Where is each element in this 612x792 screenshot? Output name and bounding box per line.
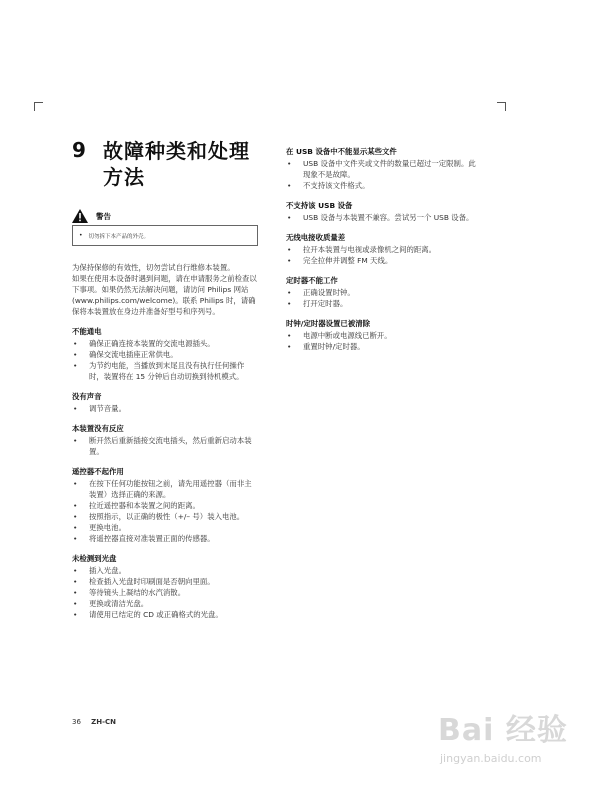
- list-item: • 电源中断或电源线已断开。: [286, 330, 476, 341]
- list-item: • 打开定时器。: [286, 298, 476, 309]
- list-item: • 按照指示，以正确的极性（+/– 号）装入电池。: [72, 511, 258, 522]
- list-item: • 确保交流电插座正常供电。: [72, 349, 258, 360]
- section-title: 不支持该 USB 设备: [286, 201, 353, 210]
- section-no-sound: [72, 391, 258, 414]
- list-item: • 将遥控器直接对准装置正面的传感器。: [72, 533, 258, 544]
- section-title: 不能通电: [72, 327, 102, 336]
- section-title: 本装置没有反应: [72, 424, 124, 433]
- section-title: 没有声音: [72, 392, 102, 401]
- language-code: ZH-CN: [91, 718, 116, 726]
- crop-mark-top-left-v: [34, 102, 35, 111]
- list-item: • 插入光盘。: [72, 565, 258, 576]
- bullet: •: [79, 232, 83, 239]
- intro-text: [72, 262, 258, 317]
- list-item: • 拉近遥控器和本装置之间的距离。: [72, 500, 258, 511]
- list-item: • USB 设备中文件夹或文件的数量已超过一定限制。此现象不是故障。: [286, 158, 476, 180]
- warning-box: [72, 225, 258, 246]
- watermark-main: Bai 经验: [438, 713, 568, 748]
- warning-block: [72, 208, 258, 246]
- list-item: • 断开然后重新插接交流电插头，然后重新启动本装置。: [72, 435, 258, 457]
- section-no-power: [72, 326, 258, 382]
- list-item: • 调节音量。: [72, 403, 258, 414]
- baidu-watermark: [438, 705, 608, 780]
- section-usb-files: [286, 146, 476, 191]
- page-number: 36: [72, 718, 81, 726]
- chapter-heading: [72, 138, 258, 190]
- warning-triangle-icon: [72, 209, 88, 223]
- crop-mark-top-left-h: [34, 102, 43, 103]
- list-item: • 完全拉伸并调整 FM 天线。: [286, 255, 476, 266]
- section-title: 时钟/定时器设置已被清除: [286, 319, 370, 328]
- list-item: • 拉开本装置与电视或录像机之间的距离。: [286, 244, 476, 255]
- list-item: • 等待镜头上凝结的水汽消散。: [72, 587, 258, 598]
- list-item: • 为节约电能，当播放到末尾且没有执行任何操作时，装置将在 15 分钟后自动切换到待机模式。: [72, 360, 258, 382]
- section-no-disc: [72, 553, 258, 620]
- warning-item: 切勿拆下本产品的外壳。: [88, 233, 150, 240]
- warning-header: [72, 208, 258, 224]
- section-title: 未检测到光盘: [72, 554, 117, 563]
- list-item: • 正确设置时钟。: [286, 287, 476, 298]
- section-title: 定时器不能工作: [286, 276, 338, 285]
- section-no-response: [72, 423, 258, 457]
- section-title: 遥控器不起作用: [72, 467, 124, 476]
- section-radio-reception: [286, 232, 476, 266]
- intro-paragraph: 如果在使用本设备时遇到问题，请在申请服务之前检查以下事项。如果仍然无法解决问题，请访问 Philips 网站 (www.philips.com/welcome)。联系 Philips 时，请确保将本装置放在身边并准备好型号和序列号。: [72, 274, 257, 316]
- page-footer: [72, 718, 116, 726]
- list-item: • 重置时钟/定时器。: [286, 341, 476, 352]
- crop-mark-top-right-v: [505, 102, 506, 111]
- intro-paragraph: 为保持保修的有效性，切勿尝试自行维修本装置。: [72, 263, 235, 272]
- list-item: • 在按下任何功能按钮之前，请先用遥控器（而非主装置）选择正确的来源。: [72, 478, 258, 500]
- section-title: 无线电接收质量差: [286, 233, 346, 242]
- list-item: • USB 设备与本装置不兼容。尝试另一个 USB 设备。: [286, 212, 476, 223]
- warning-label: 警告: [96, 211, 111, 221]
- section-remote-not-working: [72, 466, 258, 544]
- section-clock-cleared: [286, 318, 476, 352]
- watermark-url: jingyan.baidu.com: [440, 752, 542, 765]
- list-item: • 请使用已结定的 CD 或正确格式的光盘。: [72, 609, 258, 620]
- section-title: 在 USB 设备中不能显示某些文件: [286, 147, 397, 156]
- section-usb-unsupported: [286, 200, 476, 223]
- list-item: • 更换或清洁光盘。: [72, 598, 258, 609]
- list-item: • 不支持该文件格式。: [286, 180, 476, 191]
- list-item: • 检查插入光盘时印刷面是否朝向里面。: [72, 576, 258, 587]
- left-column: [72, 138, 258, 620]
- list-item: • 更换电池。: [72, 522, 258, 533]
- list-item: • 确保正确连接本装置的交流电源插头。: [72, 338, 258, 349]
- right-column: [286, 146, 476, 352]
- chapter-title: 故障种类和处理方法: [103, 139, 250, 189]
- chapter-number: 9: [72, 138, 86, 162]
- section-timer: [286, 275, 476, 309]
